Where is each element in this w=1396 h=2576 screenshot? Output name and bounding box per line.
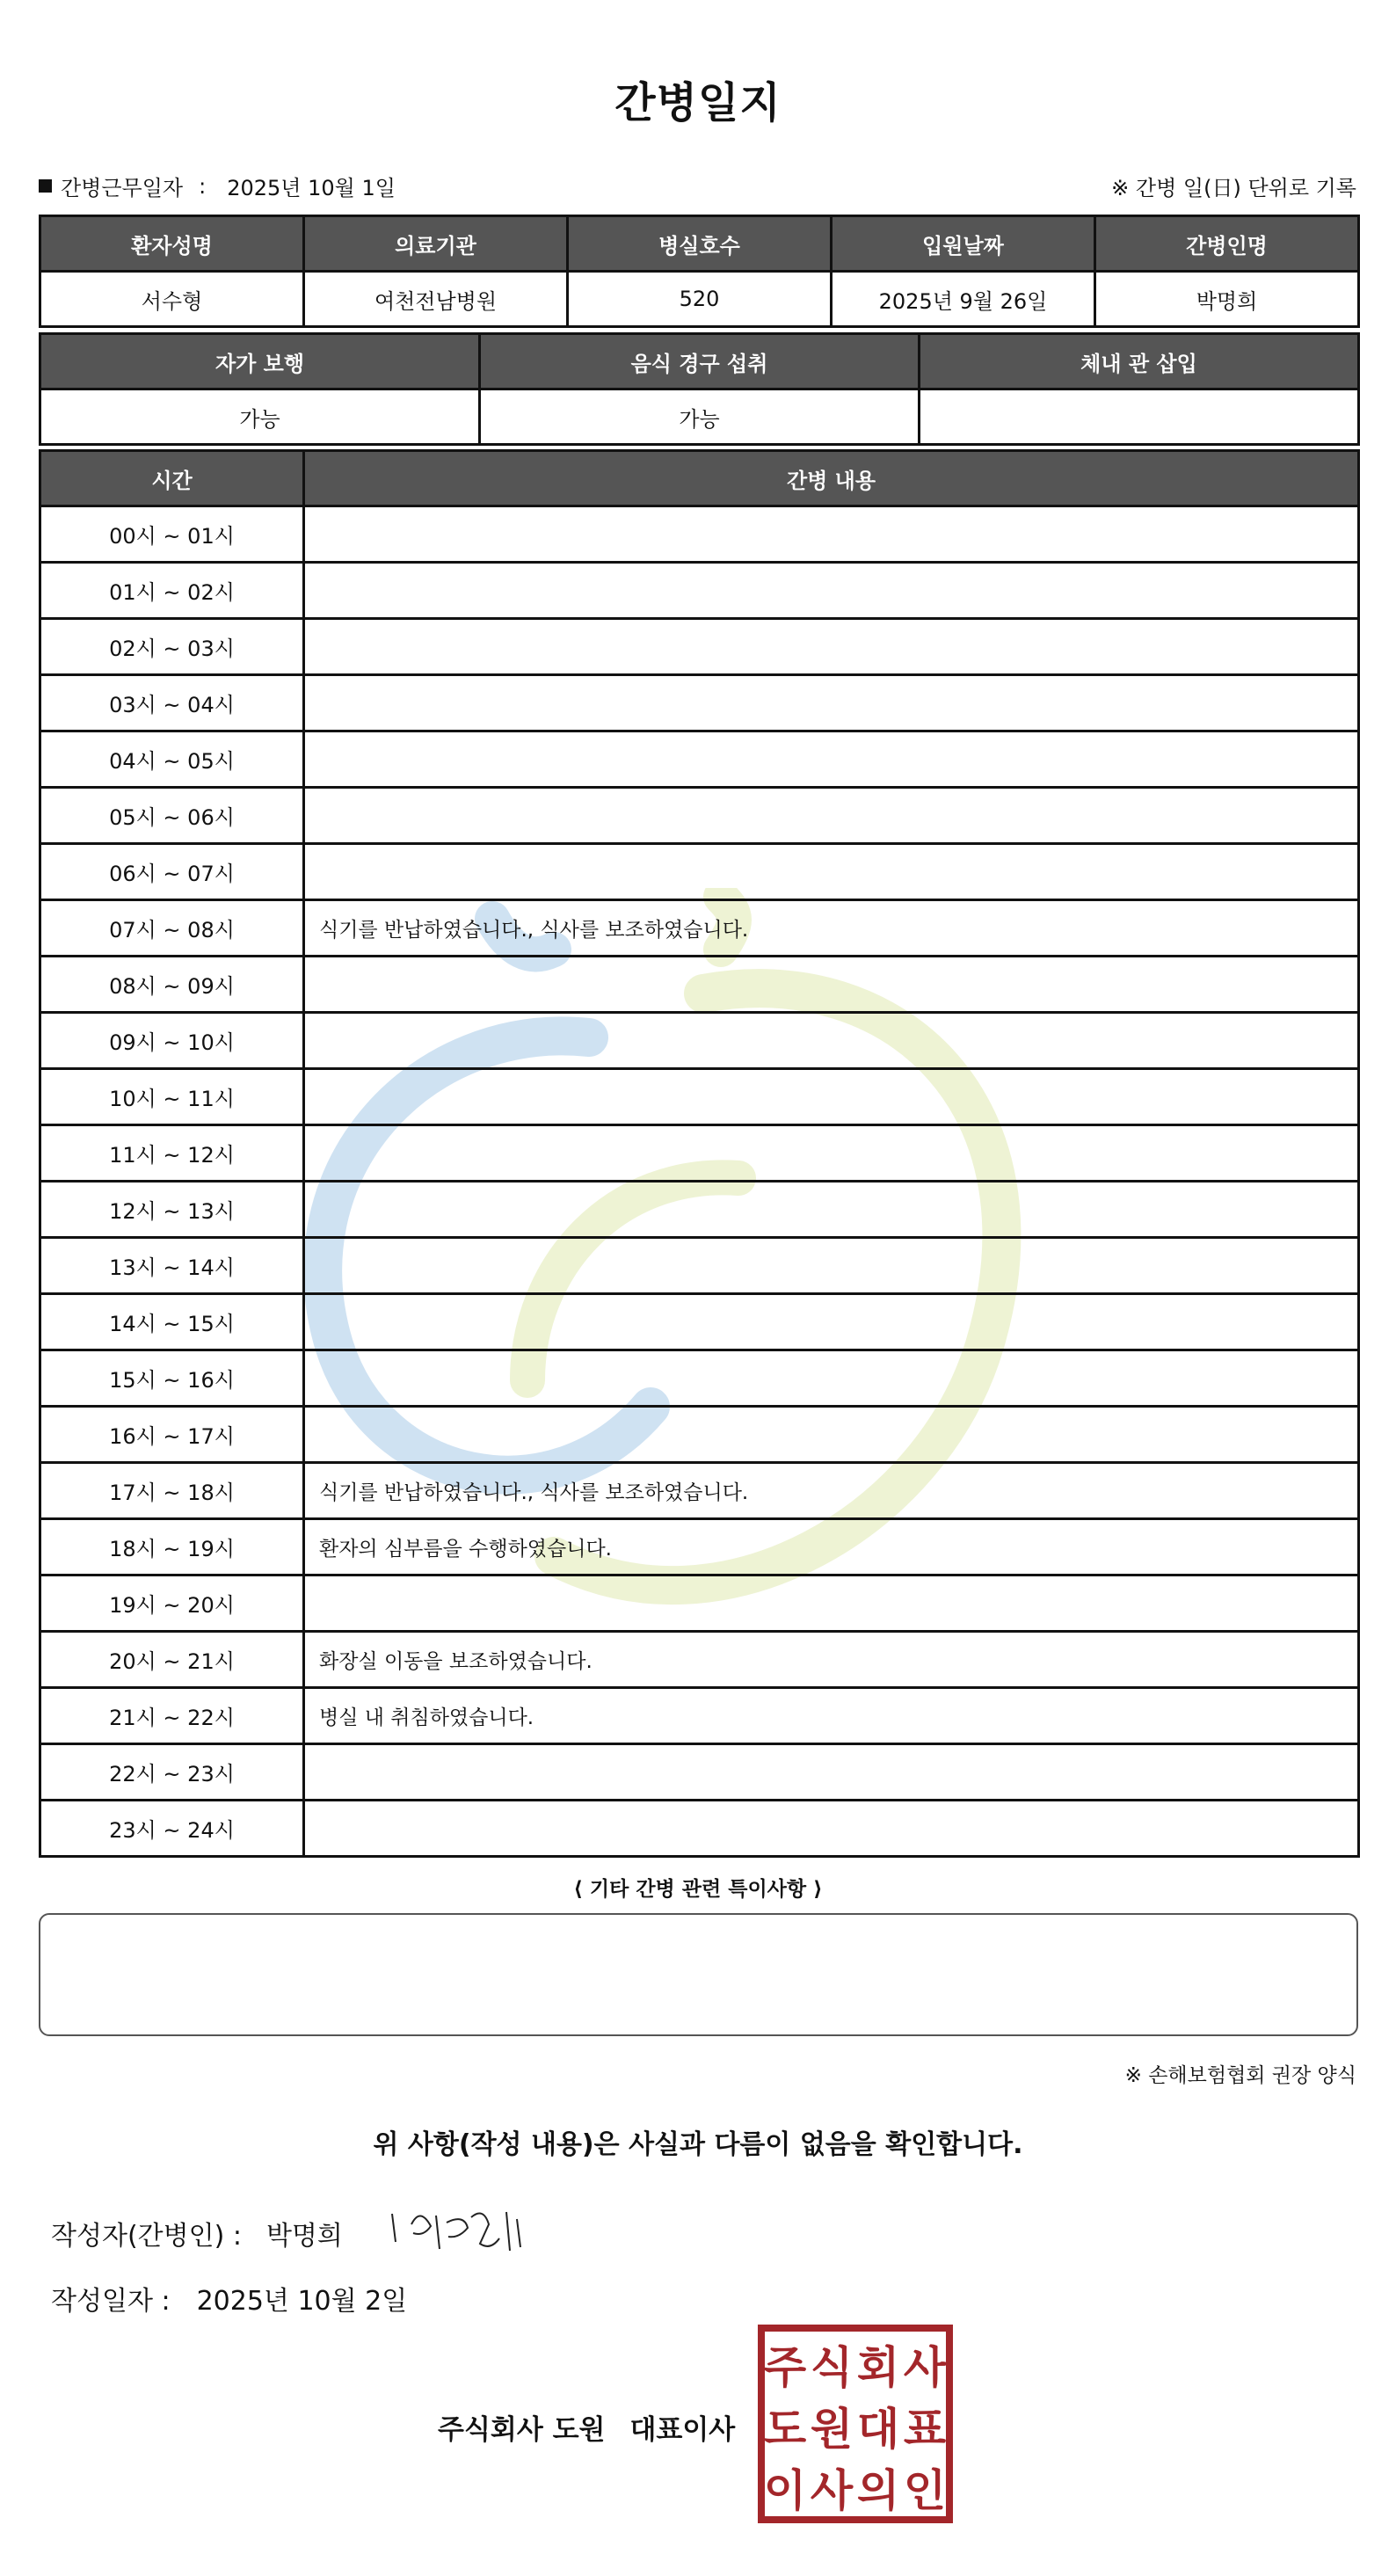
log-row	[40, 900, 1359, 957]
log-row	[40, 1744, 1359, 1801]
log-time: 01시 ~ 02시	[40, 563, 304, 619]
log-row	[40, 1463, 1359, 1519]
tube-insertion	[920, 389, 1359, 445]
handwritten-signature	[385, 2198, 534, 2259]
seal-character: 인	[903, 2465, 947, 2516]
log-row	[40, 619, 1359, 675]
log-content	[304, 675, 1359, 731]
log-content: 환자의 심부름을 수행하였습니다.	[304, 1519, 1359, 1575]
log-time: 17시 ~ 18시	[40, 1463, 304, 1519]
log-content	[304, 506, 1359, 563]
company-title: 대표이사	[629, 2414, 736, 2446]
company-name: 주식회사 도원	[438, 2414, 606, 2446]
log-content	[304, 1182, 1359, 1238]
log-row	[40, 1013, 1359, 1069]
log-row	[40, 731, 1359, 788]
header-patient-name: 환자성명	[40, 216, 304, 272]
log-row	[40, 1125, 1359, 1182]
self-walking: 가능	[40, 389, 480, 445]
seal-character: 주	[763, 2342, 807, 2393]
confirmation-statement: 위 사항(작성 내용)은 사실과 다름이 없음을 확인합니다.	[373, 2129, 1023, 2160]
log-content	[304, 731, 1359, 788]
log-time: 12시 ~ 13시	[40, 1182, 304, 1238]
header-tube-insertion: 체내 관 삽입	[920, 334, 1359, 389]
square-bullet-icon	[39, 179, 52, 193]
log-time: 13시 ~ 14시	[40, 1238, 304, 1294]
header-caregiver-name: 간병인명	[1095, 216, 1359, 272]
patient-name: 서수형	[40, 272, 304, 327]
seal-character: 이	[763, 2465, 807, 2516]
room-number: 520	[568, 272, 832, 327]
log-content: 화장실 이동을 보조하였습니다.	[304, 1632, 1359, 1688]
log-row	[40, 1182, 1359, 1238]
log-time: 11시 ~ 12시	[40, 1125, 304, 1182]
log-row	[40, 1519, 1359, 1575]
patient-status-table	[39, 332, 1360, 446]
header-room-number: 병실호수	[568, 216, 832, 272]
log-time: 05시 ~ 06시	[40, 788, 304, 844]
log-content	[304, 957, 1359, 1013]
log-time: 21시 ~ 22시	[40, 1688, 304, 1744]
log-time: 06시 ~ 07시	[40, 844, 304, 900]
log-row	[40, 675, 1359, 731]
log-content	[304, 1744, 1359, 1801]
header-time: 시간	[40, 451, 304, 506]
log-time: 09시 ~ 10시	[40, 1013, 304, 1069]
write-date-label: 작성일자 :	[51, 2286, 171, 2317]
log-row	[40, 957, 1359, 1013]
write-date-line	[51, 2279, 407, 2318]
log-time: 20시 ~ 21시	[40, 1632, 304, 1688]
log-content	[304, 619, 1359, 675]
seal-character: 의	[856, 2465, 900, 2516]
writer-name: 박명희	[265, 2221, 343, 2252]
log-time: 08시 ~ 09시	[40, 957, 304, 1013]
header-care-content: 간병 내용	[304, 451, 1359, 506]
log-time: 19시 ~ 20시	[40, 1575, 304, 1632]
log-row	[40, 1069, 1359, 1125]
work-date-label: 간병근무일자	[61, 176, 184, 200]
log-time: 00시 ~ 01시	[40, 506, 304, 563]
record-note: ※ 간병 일(日) 단위로 기록	[1111, 176, 1356, 200]
header-oral-intake: 음식 경구 섭취	[480, 334, 920, 389]
care-log-table	[39, 449, 1360, 1858]
log-time: 10시 ~ 11시	[40, 1069, 304, 1125]
log-content: 병실 내 취침하였습니다.	[304, 1688, 1359, 1744]
company-line	[438, 2407, 735, 2447]
log-time: 22시 ~ 23시	[40, 1744, 304, 1801]
special-notes-box	[39, 1913, 1358, 2036]
log-time: 16시 ~ 17시	[40, 1407, 304, 1463]
log-content	[304, 1238, 1359, 1294]
header-admission-date: 입원날짜	[832, 216, 1095, 272]
admission-date: 2025년 9월 26일	[832, 272, 1095, 327]
log-row	[40, 844, 1359, 900]
log-row	[40, 1688, 1359, 1744]
log-row	[40, 1238, 1359, 1294]
log-time: 18시 ~ 19시	[40, 1519, 304, 1575]
log-row	[40, 563, 1359, 619]
writer-line	[51, 2214, 343, 2252]
seal-character: 사	[810, 2465, 854, 2516]
log-content: 식기를 반납하였습니다., 식사를 보조하였습니다.	[304, 900, 1359, 957]
work-date	[39, 171, 396, 201]
seal-character: 도	[763, 2404, 807, 2455]
log-row	[40, 1575, 1359, 1632]
log-time: 03시 ~ 04시	[40, 675, 304, 731]
log-row	[40, 1407, 1359, 1463]
log-content	[304, 788, 1359, 844]
seal-character: 사	[903, 2342, 947, 2393]
log-time: 02시 ~ 03시	[40, 619, 304, 675]
log-content	[304, 1801, 1359, 1857]
page-title: 간병일지	[614, 78, 782, 127]
log-time: 23시 ~ 24시	[40, 1801, 304, 1857]
log-row	[40, 1294, 1359, 1350]
log-content	[304, 1125, 1359, 1182]
seal-character: 원	[810, 2404, 854, 2455]
log-row	[40, 788, 1359, 844]
header-self-walking: 자가 보행	[40, 334, 480, 389]
work-date-colon: :	[199, 173, 207, 199]
log-content	[304, 1407, 1359, 1463]
log-content	[304, 1294, 1359, 1350]
log-time: 14시 ~ 15시	[40, 1294, 304, 1350]
log-time: 15시 ~ 16시	[40, 1350, 304, 1407]
log-time: 07시 ~ 08시	[40, 900, 304, 957]
log-content	[304, 844, 1359, 900]
seal-character: 표	[903, 2404, 947, 2455]
header-hospital: 의료기관	[304, 216, 568, 272]
seal-character: 식	[810, 2342, 854, 2393]
seal-character: 회	[856, 2342, 900, 2393]
log-row	[40, 1632, 1359, 1688]
log-content: 식기를 반납하였습니다., 식사를 보조하였습니다.	[304, 1463, 1359, 1519]
company-seal-stamp	[758, 2325, 953, 2523]
caregiver-name: 박명희	[1095, 272, 1359, 327]
log-content	[304, 1013, 1359, 1069]
special-notes-title: ⟨ 기타 간병 관련 특이사항 ⟩	[573, 1878, 823, 1901]
log-row	[40, 506, 1359, 563]
patient-info-table	[39, 215, 1360, 328]
hospital: 여천전남병원	[304, 272, 568, 327]
write-date-value: 2025년 10월 2일	[196, 2286, 408, 2317]
log-row	[40, 1801, 1359, 1857]
log-row	[40, 1350, 1359, 1407]
writer-label: 작성자(간병인) :	[51, 2221, 242, 2252]
log-content	[304, 1069, 1359, 1125]
recommend-note: ※ 손해보험협회 권장 양식	[1124, 2064, 1356, 2087]
log-content	[304, 1350, 1359, 1407]
log-content	[304, 563, 1359, 619]
log-content	[304, 1575, 1359, 1632]
seal-character: 대	[856, 2404, 900, 2455]
work-date-value: 2025년 10월 1일	[227, 176, 396, 200]
log-time: 04시 ~ 05시	[40, 731, 304, 788]
oral-intake: 가능	[480, 389, 920, 445]
